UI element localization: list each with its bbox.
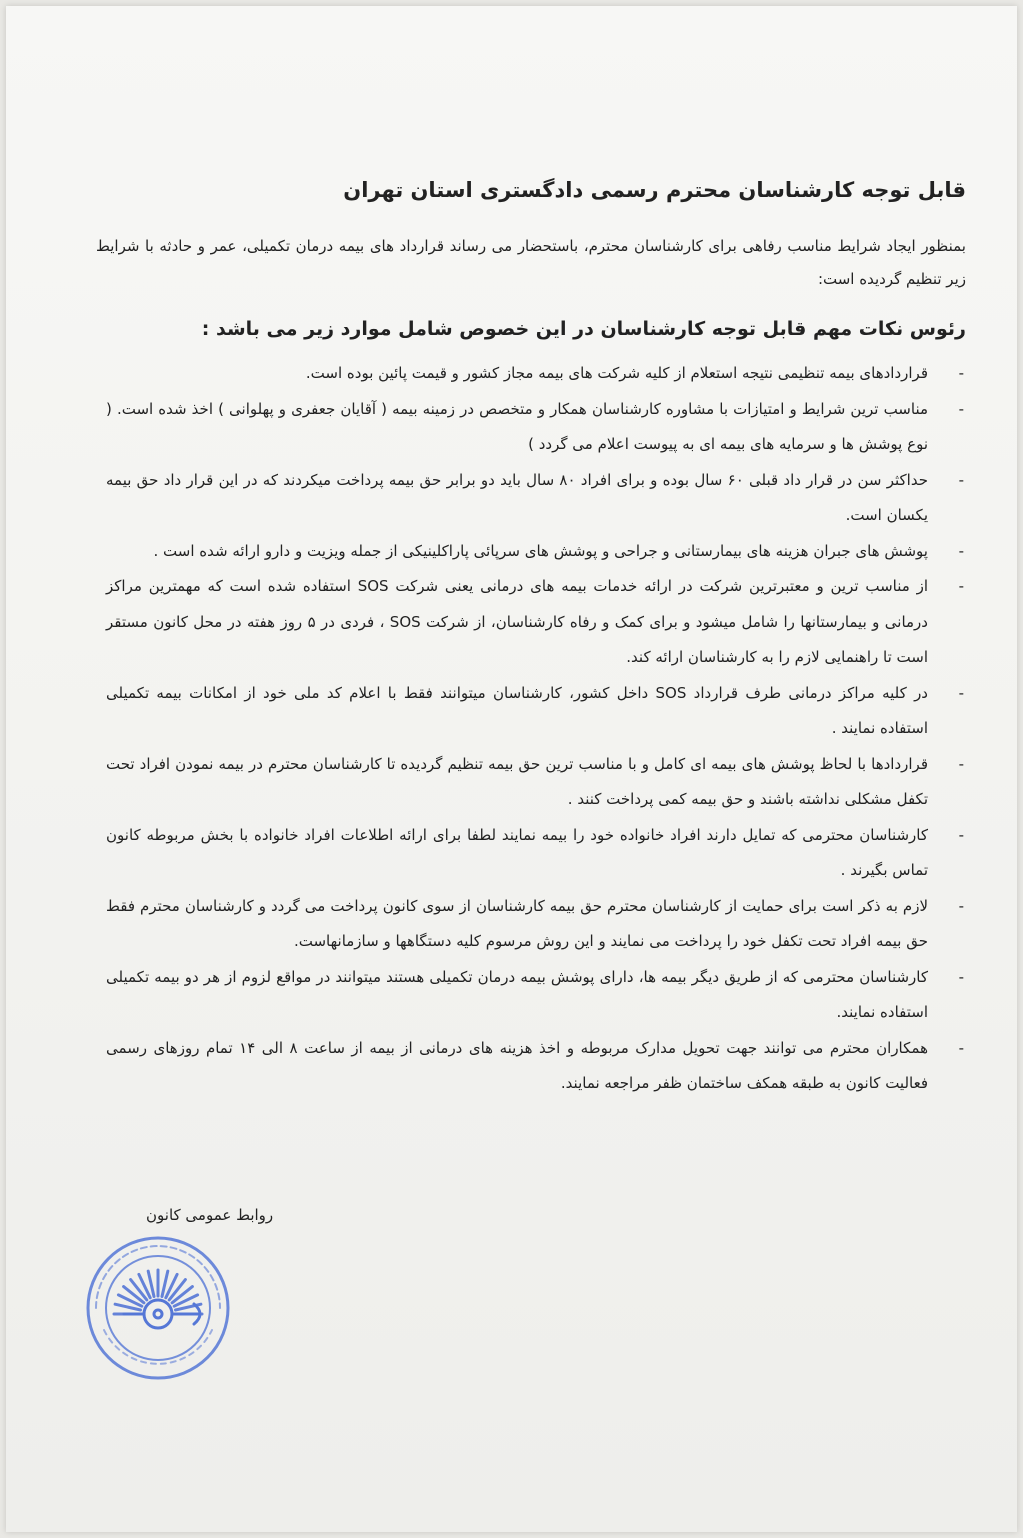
list-item-text: حداکثر سن در قرار داد قبلی ۶۰ سال بوده و برای افراد ۸۰ سال باید دو برابر حق بیمه پرداخت میکردند که در این قرار داد حق بیمه یکسان است. [106, 470, 929, 524]
bullet-dash: - [958, 896, 964, 915]
list-item-text: در کلیه مراکز درمانی طرف قرارداد SOS داخل کشور، کارشناسان میتوانند فقط با اعلام کد ملی خود از امکانات بیمه تکمیلی استفاده نمایند . [106, 683, 928, 737]
letter-body [96, 178, 966, 1102]
list-item [106, 569, 964, 676]
bullet-dash: - [958, 541, 964, 560]
bullet-dash: - [958, 470, 964, 489]
signature-label: روابط عمومی کانون [146, 1206, 274, 1224]
list-item-text: از مناسب ترین و معتبرترین شرکت در ارائه خدمات بیمه های درمانی یعنی شرکت SOS استفاده شده است که مهمترین مراکز درمانی و بیمارستانها را شامل میشود و برای کمک و رفاه کارشناسان، از شرکت SOS ، فردی در ۵ روز هفته در محل کانون مستقر است تا راهنمایی لازم را به کارشناسان ارائه کند. [106, 577, 929, 666]
list-item [106, 747, 964, 818]
list-item-text: قراردادهای بیمه تنظیمی نتیجه استعلام از کلیه شرکت های بیمه مجاز کشور و قیمت پائین بوده است. [305, 364, 928, 382]
official-stamp [84, 1234, 232, 1382]
bullet-dash: - [958, 825, 964, 844]
list-item [106, 1031, 964, 1102]
bullet-dash: - [958, 364, 964, 382]
list-item [106, 534, 964, 570]
bullet-dash: - [958, 683, 964, 702]
list-item [106, 676, 964, 747]
intro-paragraph: بمنظور ایجاد شرایط مناسب رفاهی برای کارشناسان محترم، باستحضار می رساند قرارداد های بیمه درمان تکمیلی، عمر و حادثه با شرایط زیر تنظیم گردیده است: [96, 237, 966, 288]
list-item [106, 818, 964, 889]
list-item [106, 960, 964, 1031]
list-item-text: پوشش های جبران هزینه های بیمارستانی و جراحی و پوشش های سرپائی پاراکلینیکی از جمله ویزیت و دارو ارائه شده است . [153, 541, 928, 560]
list-item-text: کارشناسان محترمی که تمایل دارند افراد خانواده خود را بیمه نمایند لطفا برای ارائه اطلاعات افراد خانواده با بخش مربوطه کانون تماس بگیرند . [106, 825, 928, 879]
letter-title: قابل توجه کارشناسان محترم رسمی دادگستری استان تهران [343, 178, 966, 202]
bullet-dash: - [958, 967, 964, 986]
list-item-text: همکاران محترم می توانند جهت تحویل مدارک مربوطه و اخذ هزینه های درمانی از بیمه از ساعت ۸ الی ۱۴ تمام روزهای رسمی فعالیت کانون به طبقه همکف ساختمان ظفر مراجعه نمایند. [106, 1038, 928, 1092]
list-item [106, 392, 964, 463]
points-list [96, 356, 966, 1102]
list-item-text: مناسب ترین شرایط و امتیازات با مشاوره کارشناسان همکار و متخصص در زمینه بیمه ( آقایان جعفری و پهلوانی ) اخذ شده است. ( نوع پوشش ها و سرمایه های بیمه ای به پیوست اعلام می گردد ) [106, 399, 928, 453]
list-item-text: قراردادها با لحاظ پوشش های بیمه ای کامل و با مناسب ترین حق بیمه تنظیم گردیده تا کارشناسان محترم در بیمه نمودن افراد تحت تکفل مشکلی نداشته باشند و حق بیمه کمی پرداخت کنند . [106, 754, 928, 808]
list-item [106, 356, 964, 392]
list-item [106, 889, 964, 960]
document-page [6, 6, 1017, 1532]
list-item-text: لازم به ذکر است برای حمایت از کارشناسان محترم حق بیمه کارشناسان از سوی کانون پرداخت می گردد و کارشناسان محترم فقط حق بیمه افراد تحت تکفل خود را پرداخت می نمایند و این روش مرسوم کلیه دستگاهها و سازمانهاست. [106, 896, 928, 950]
section-heading: رئوس نکات مهم قابل توجه کارشناسان در این خصوص شامل موارد زیر می باشد : [201, 318, 966, 340]
bullet-dash: - [958, 577, 964, 595]
list-item [106, 463, 964, 534]
bullet-dash: - [958, 399, 964, 418]
bullet-dash: - [958, 1038, 964, 1057]
bullet-dash: - [958, 754, 964, 773]
stamp-seal-icon [84, 1234, 232, 1382]
list-item-text: کارشناسان محترمی که از طریق دیگر بیمه ها، دارای پوشش بیمه درمان تکمیلی هستند میتوانند در مواقع لزوم از هر دو بیمه تکمیلی استفاده نمایند. [106, 967, 928, 1021]
